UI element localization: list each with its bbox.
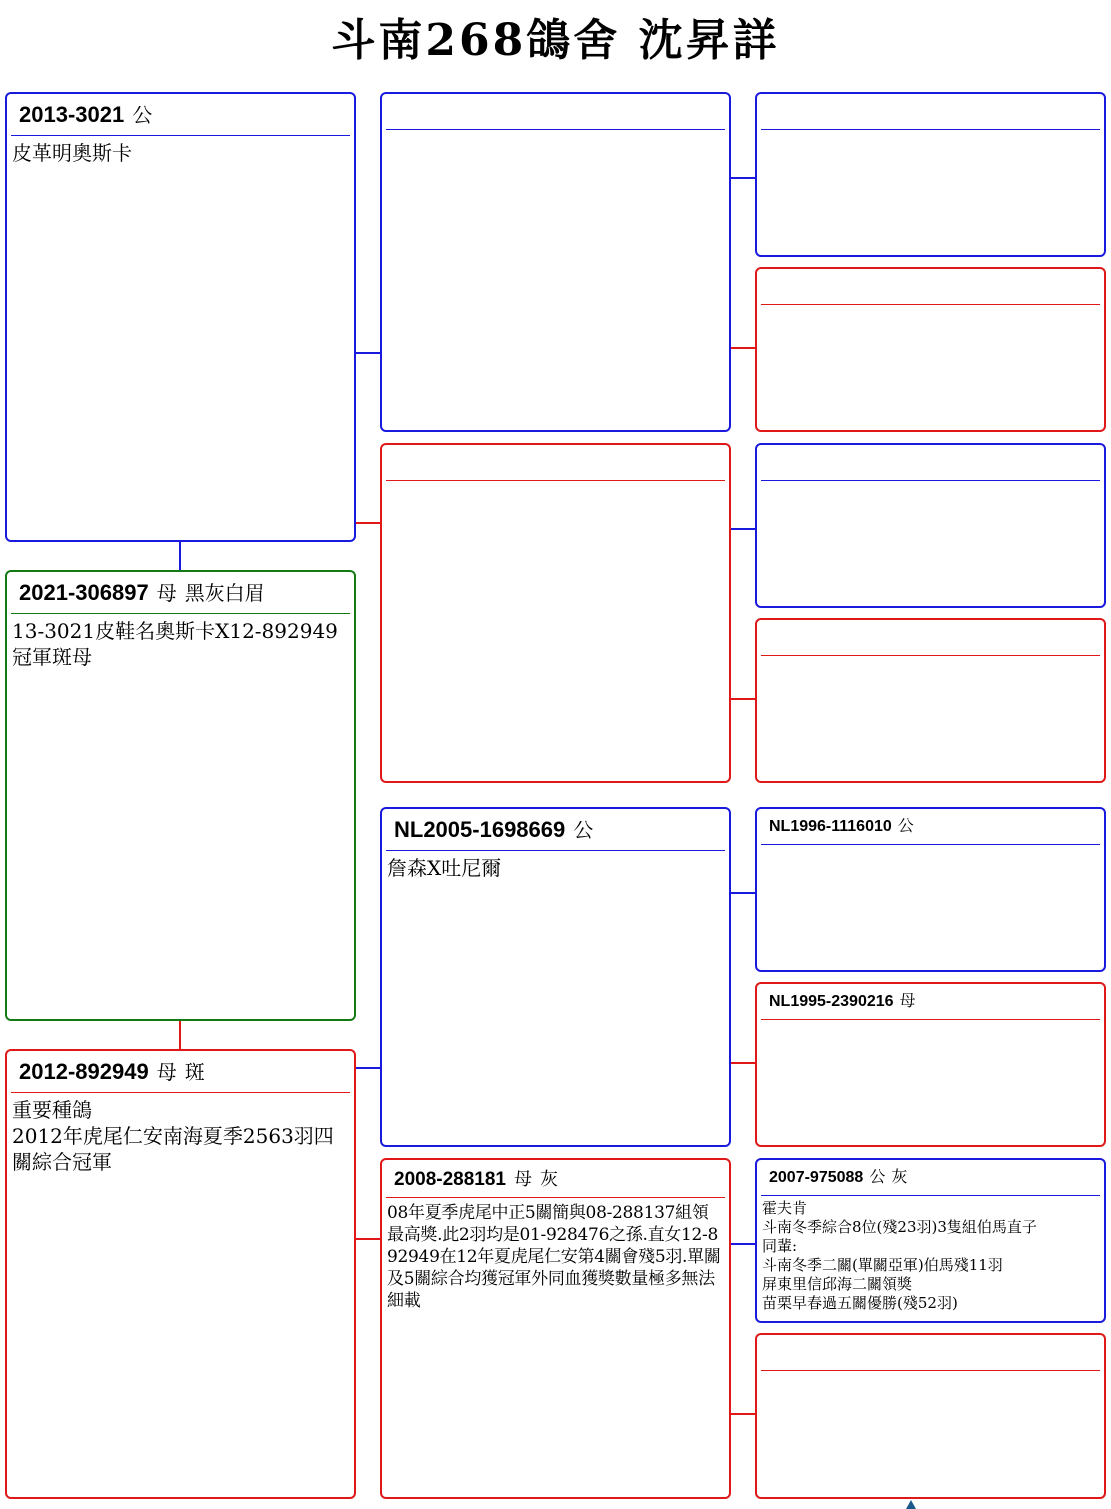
ss-dam-notes [757, 305, 1104, 309]
dam-sex: 母 [156, 1060, 177, 1084]
sd-dam-notes [757, 656, 1104, 660]
ds-sire-ring: NL1996-1116010 [769, 818, 892, 835]
sire-sire-header [386, 94, 725, 130]
dam-sire-notes: 詹森X吐尼爾 [387, 856, 502, 880]
dd-sire-sex: 公 [869, 1167, 886, 1186]
sire-sire-notes [382, 130, 729, 134]
connector-line [729, 528, 756, 530]
subject-header [11, 572, 350, 614]
dd-sire-header [761, 1160, 1100, 1196]
subject-ring: 2021-306897 [19, 580, 149, 605]
connector-line [355, 522, 381, 524]
sd-sire-header [761, 445, 1100, 481]
dam-dam-box [380, 1158, 731, 1499]
connector-line [729, 698, 756, 700]
ds-sire-box [755, 807, 1106, 972]
ss-dam-header [761, 269, 1100, 305]
ds-dam-notes [757, 1020, 1104, 1024]
dd-dam-notes [757, 1371, 1104, 1375]
ss-sire-box [755, 92, 1106, 257]
ds-dam-ring: NL1995-2390216 [769, 993, 894, 1010]
connector-line [729, 177, 756, 179]
page-title: 斗南268鴿舍 沈昇詳 [331, 15, 780, 66]
subject-notes: 13-3021皮鞋名奧斯卡X12-892949冠軍斑母 [12, 619, 338, 669]
dam-sire-sex: 公 [573, 818, 594, 842]
sd-sire-box [755, 443, 1106, 608]
ss-sire-header [761, 94, 1100, 130]
ds-sire-sex: 公 [897, 816, 914, 835]
ss-sire-notes [757, 130, 1104, 134]
connector-line [179, 540, 181, 571]
dam-sire-header [386, 809, 725, 851]
dd-sire-box [755, 1158, 1106, 1323]
sire-ring: 2013-3021 [19, 102, 125, 127]
ds-dam-header [761, 984, 1100, 1020]
dd-sire-notes: 霍夫肯 斗南冬季綜合8位(殘23羽)3隻組伯馬直子 同輩: 斗南冬季二關(單關亞軍)伯馬殘11羽 屏東里信邱海二關領獎 苗栗早春過五關優勝(殘52羽) [762, 1199, 1037, 1312]
sd-dam-header [761, 620, 1100, 656]
dd-dam-header [761, 1335, 1100, 1371]
connector-line [355, 1238, 381, 1240]
dd-sire-color: 灰 [891, 1167, 908, 1186]
dd-dam-box [755, 1333, 1106, 1499]
connector-line [355, 352, 381, 354]
sire-notes: 皮革明奧斯卡 [12, 141, 132, 165]
sire-sex: 公 [132, 103, 153, 127]
subject-sex: 母 [156, 581, 177, 605]
connector-line [355, 1067, 381, 1069]
dam-sire-box [380, 807, 731, 1147]
subject-color: 黑灰白眉 [184, 581, 265, 605]
connector-line [729, 1413, 756, 1415]
dam-dam-sex: 母 [514, 1169, 532, 1190]
ss-dam-box [755, 267, 1106, 432]
dam-dam-ring: 2008-288181 [394, 1169, 506, 1190]
connector-line [729, 347, 756, 349]
sd-dam-box [755, 618, 1106, 783]
dam-color: 斑 [184, 1060, 205, 1084]
dam-dam-header [386, 1160, 725, 1198]
dam-ring: 2012-892949 [19, 1059, 149, 1084]
ds-dam-box [755, 982, 1106, 1147]
connector-line [729, 1243, 756, 1245]
sire-dam-box [380, 443, 731, 783]
dam-dam-notes: 08年夏季虎尾中正5關簡與08-288137組領最高獎.此2羽均是01-928476之孫.直女12-892949在12年夏虎尾仁安第4關會殘5羽.單關及5關綜合均獲冠軍外同血獲獎數量極多無法細載 [387, 1203, 721, 1311]
triangle-icon [906, 1500, 916, 1509]
ds-sire-header [761, 809, 1100, 845]
dam-dam-color: 灰 [540, 1169, 558, 1190]
connector-line [729, 892, 756, 894]
dam-notes: 重要種鴿 2012年虎尾仁安南海夏季2563羽四關綜合冠軍 [12, 1098, 334, 1174]
dam-box [5, 1049, 356, 1499]
ds-sire-notes [757, 845, 1104, 849]
sire-header [11, 94, 350, 136]
dam-header [11, 1051, 350, 1093]
connector-line [179, 1019, 181, 1050]
ds-dam-sex: 母 [899, 991, 916, 1010]
subject-box [5, 570, 356, 1021]
connector-line [729, 1062, 756, 1064]
dd-sire-ring: 2007-975088 [769, 1169, 864, 1186]
sire-box [5, 92, 356, 542]
dam-sire-ring: NL2005-1698669 [394, 817, 566, 842]
sire-dam-notes [382, 481, 729, 485]
sire-sire-box [380, 92, 731, 432]
sire-dam-header [386, 445, 725, 481]
sd-sire-notes [757, 481, 1104, 485]
